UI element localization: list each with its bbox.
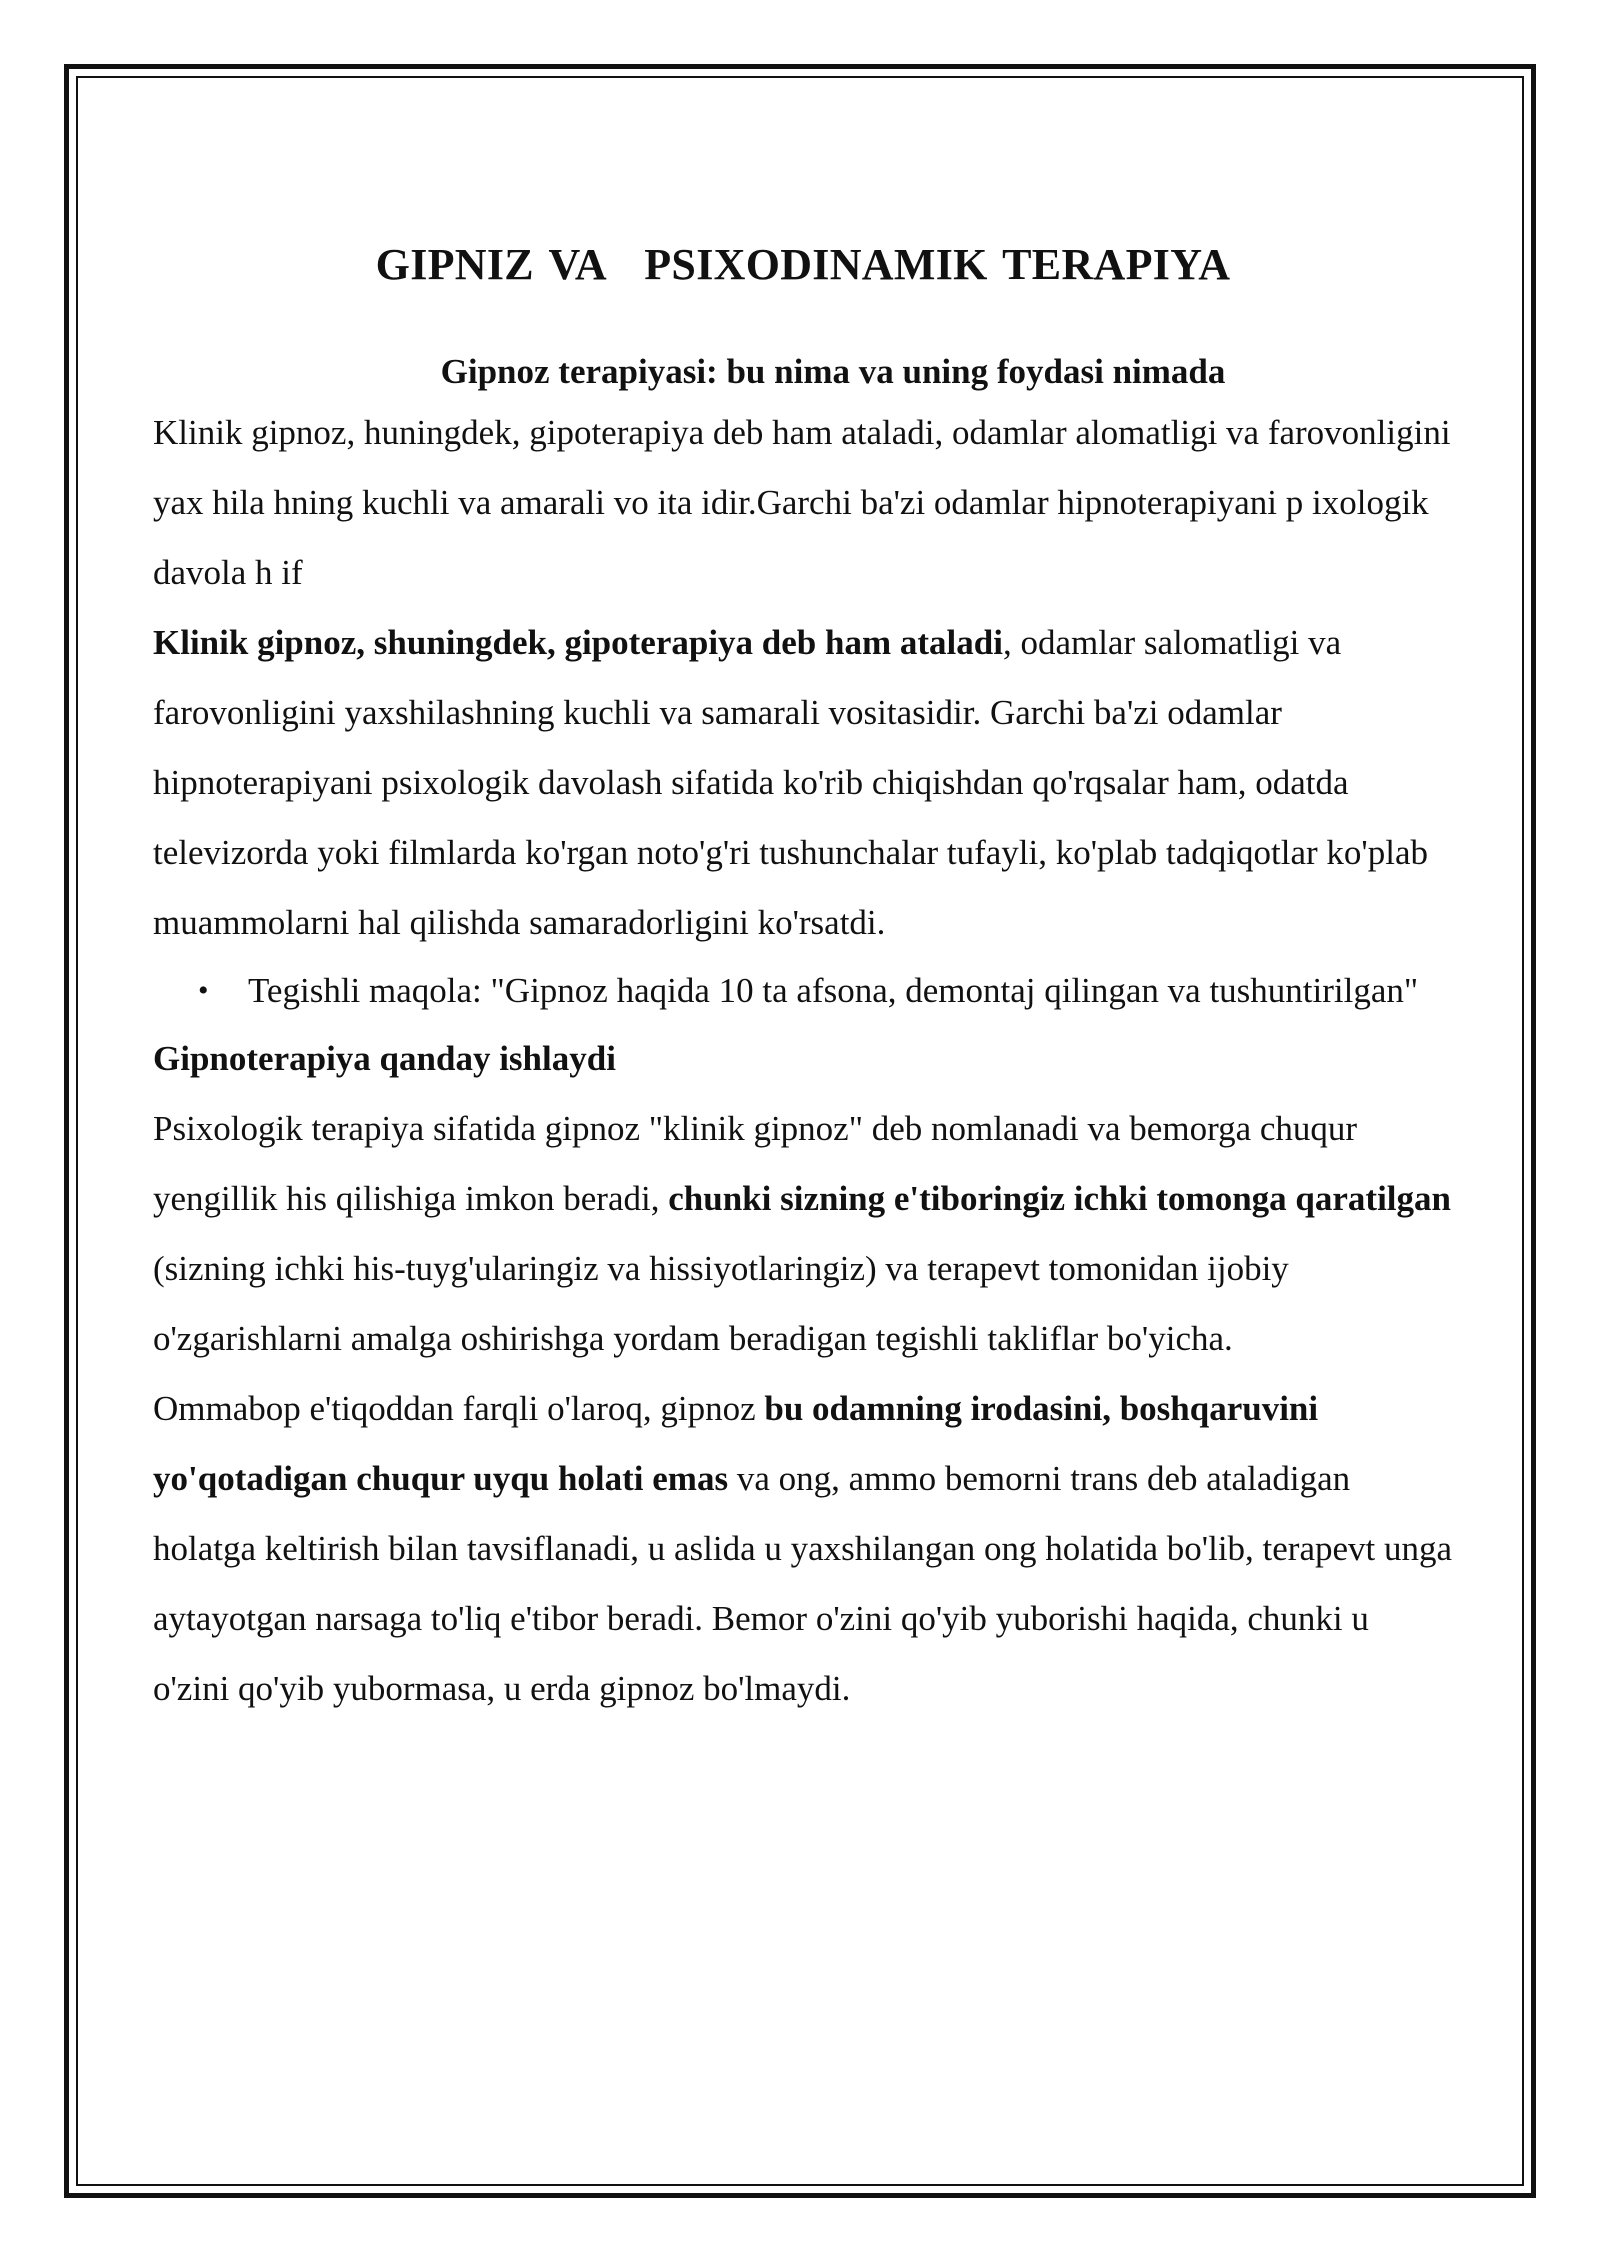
paragraph-how-it-works-bold: chunki sizning e'tiboringiz ichki tomonga qaratilgan [668, 1179, 1451, 1218]
paragraph-how-it-works [153, 1094, 1453, 1374]
document-title-part1: GIPNIZ VA [375, 240, 607, 289]
paragraph-misconception [153, 1374, 1453, 1724]
bullet-icon: • [198, 974, 209, 1007]
paragraph-how-it-works-text-a: Psixologik terapiya sifatida gipnoz "klinik gipnoz" deb nomlanadi va bemorga chuqur yengillik his qilishiga imkon beradi, [153, 1109, 1358, 1218]
paragraph-definition-text: , odamlar salomatligi va farovonligini yaxshilashning kuchli va samarali vositasidir. Garchi ba'zi odamlar hipnoterapiyani psixologik davolash sifatida ko'rib chiqishdan qo'rqsalar ham, odatda televizorda yoki filmlarda ko'rgan noto'g'ri tushunchalar tufayli, ko'plab tadqiqotlar ko'plab muammolarni hal qilishda samaradorligini ko'rsatdi. [153, 623, 1428, 942]
document-subtitle: Gipnoz terapiyasi: bu nima va uning foydasi nimada [440, 352, 1226, 391]
paragraph-misconception-text-b: va ong, ammo bemorni trans deb ataladigan holatga keltirish bilan tavsiflanadi, u aslida u yaxshilangan ong holatida bo'lib, terapevt unga aytayotgan narsaga to'liq e'tibor beradi. Bemor o'zini qo'yib yuborishi haqida, chunki u o'zini qo'yib yubormasa, u erda gipnoz bo'lmaydi. [153, 1459, 1453, 1708]
section-heading-how-it-works: Gipnoterapiya qanday ishlaydi [153, 1039, 616, 1078]
paragraph-misconception-bold: bu odamning irodasini, boshqaruvini yo'qotadigan chuqur uyqu holati emas [153, 1389, 1319, 1498]
related-article-text: Tegishli maqola: "Gipnoz haqida 10 ta afsona, demontaj qilingan va tushuntirilgan" [248, 971, 1419, 1010]
document-title [153, 228, 1453, 302]
paragraph-intro: Klinik gipnoz, huningdek, gipoterapiya deb ham ataladi, odamlar alomatligi va farovonligini yax hila hning kuchli va amarali vo ita idir.Garchi ba'zi odamlar hipnoterapiyani p ixologik davola h if [153, 413, 1451, 592]
list-item [198, 958, 1453, 1024]
document-title-part2: PSIXODINAMIK TERAPIYA [644, 240, 1231, 289]
related-articles-list [153, 958, 1453, 1024]
paragraph-how-it-works-text-b: (sizning ichki his-tuyg'ularingiz va hissiyotlaringiz) va terapevt tomonidan ijobiy o'zgarishlarni amalga oshirishga yordam beradigan tegishli takliflar bo'yicha. [153, 1249, 1289, 1358]
document-body [153, 228, 1453, 1724]
paragraph-misconception-text-a: Ommabop e'tiqoddan farqli o'laroq, gipnoz [153, 1389, 765, 1428]
paragraph-definition [153, 608, 1453, 958]
paragraph-definition-bold: Klinik gipnoz, shuningdek, gipoterapiya deb ham ataladi [153, 623, 1003, 662]
